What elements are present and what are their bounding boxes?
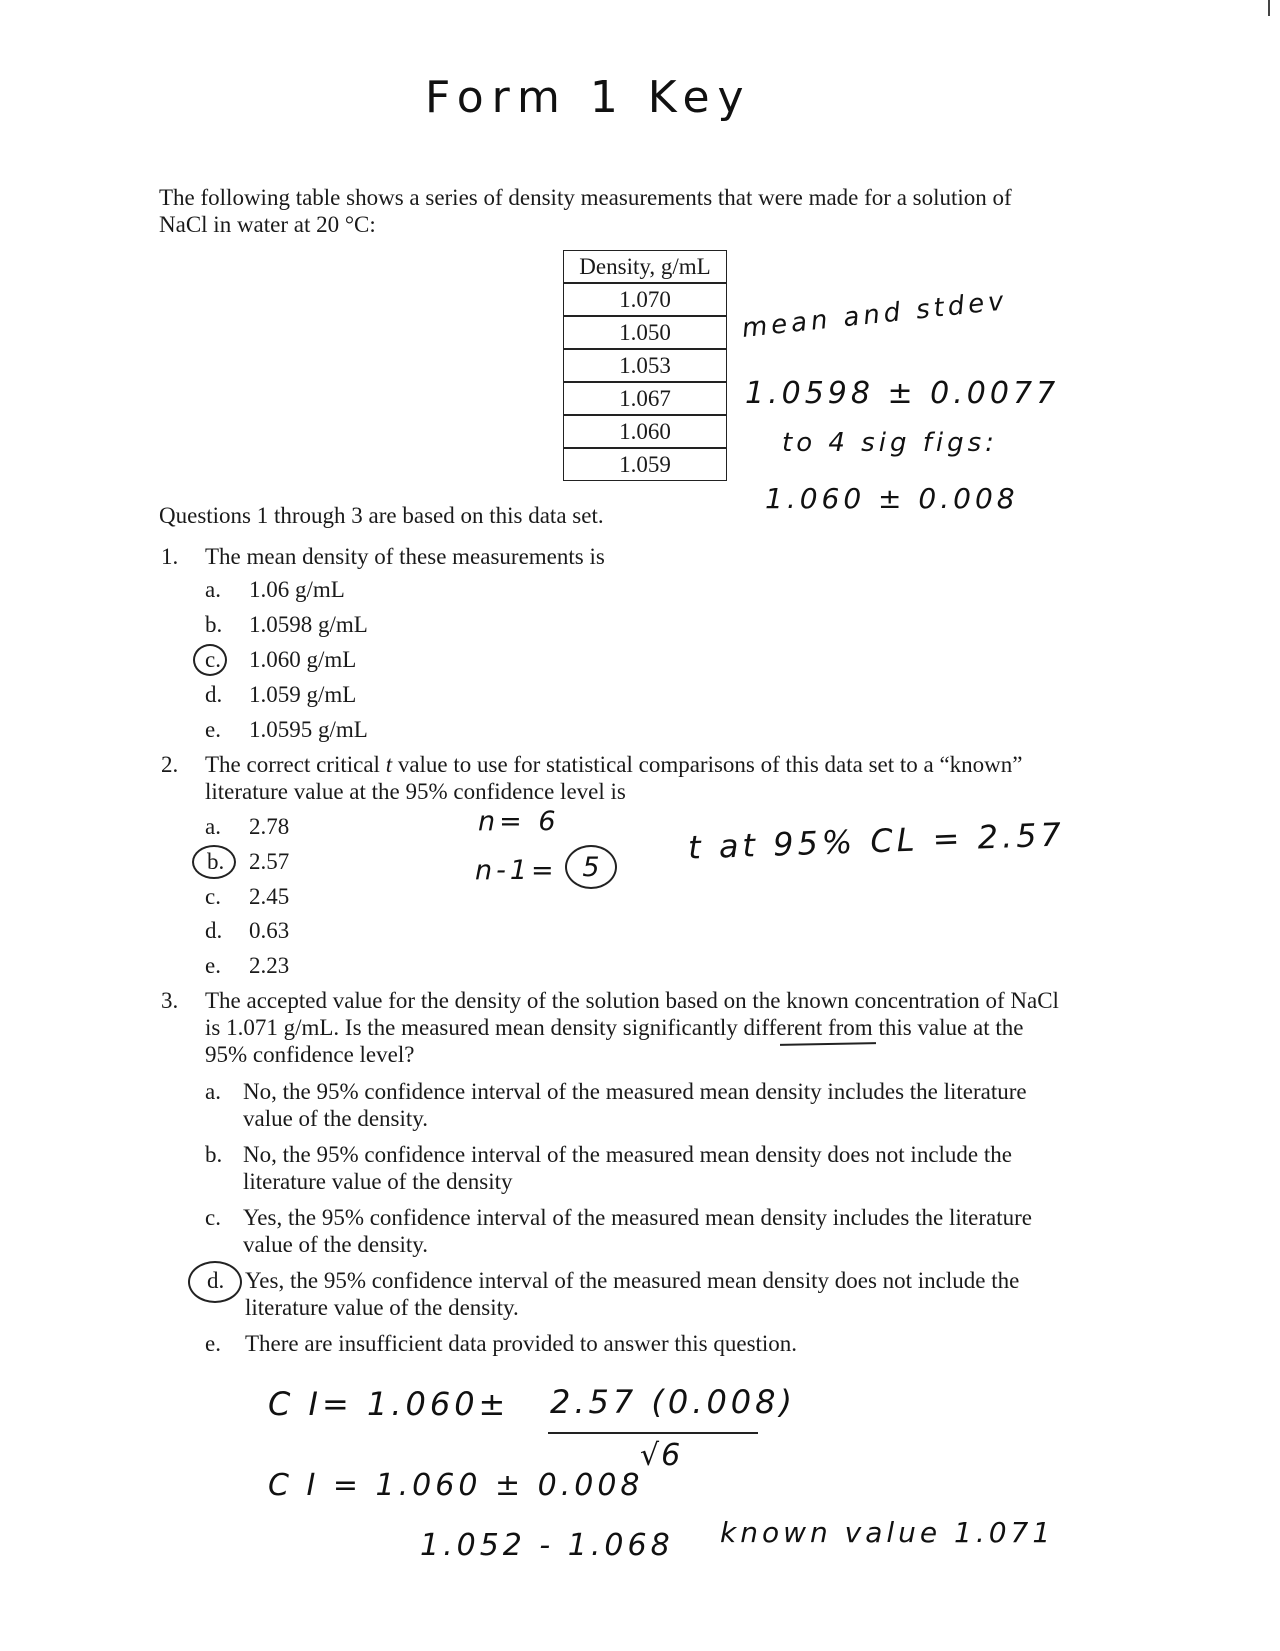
q2-answer-circle	[192, 845, 236, 879]
q3-option-line-2: literature value of the density.	[245, 1295, 519, 1320]
q2-option-text: 2.78	[249, 814, 290, 839]
table-header: Density, g/mL	[563, 250, 727, 283]
q1-option-text: 1.0598 g/mL	[249, 612, 368, 637]
note-mean-stdev: mean and stdev	[740, 286, 1009, 344]
q3-number: 3.	[161, 988, 179, 1013]
note-mean-value: 1.0598 ± 0.0077	[745, 376, 1060, 411]
table-cell: 1.070	[563, 283, 727, 316]
work-ci-prefix: C I= 1.060±	[268, 1385, 510, 1423]
q3-option-letter: c.	[205, 1205, 221, 1230]
note-n-minus-one: n-1=	[475, 855, 558, 886]
q1-number: 1.	[161, 544, 179, 569]
note-sig-figs: to 4 sig figs:	[782, 428, 998, 458]
q3-option-line-1: No, the 95% confidence interval of the measured mean density includes the literature	[243, 1079, 1027, 1104]
different-underline	[780, 1042, 876, 1046]
q1-option-text: 1.0595 g/mL	[249, 717, 368, 742]
note-t-value: t at 95% CL = 2.57	[687, 815, 1066, 867]
q3-option-line-2: value of the density.	[243, 1232, 429, 1257]
work-ci-denominator: √6	[640, 1438, 683, 1473]
q1-text: The mean density of these measurements is	[205, 544, 605, 569]
q3-text-line-1: The accepted value for the density of the solution based on the known concentration of NaCl	[205, 988, 1059, 1013]
table-cell: 1.053	[563, 349, 727, 382]
q3-text-line-3: 95% confidence level?	[205, 1042, 415, 1067]
q3-option-letter: e.	[205, 1331, 221, 1356]
fraction-bar	[548, 1432, 758, 1434]
q3-text-line-2: is 1.071 g/mL. Is the measured mean density significantly different from this value at the	[205, 1015, 1024, 1040]
scan-edge-mark	[1268, 0, 1270, 16]
intro-line-2: NaCl in water at 20 °C:	[159, 212, 376, 237]
q1-option-letter: e.	[205, 717, 221, 742]
q3-option-line-1: No, the 95% confidence interval of the measured mean density does not include the	[243, 1142, 1012, 1167]
table-cell: 1.059	[563, 448, 727, 481]
q2-option-letter: e.	[205, 953, 221, 978]
q1-option-letter: d.	[205, 682, 223, 707]
note-n: n= 6	[478, 806, 560, 837]
q3-option-line-2: literature value of the density	[243, 1169, 513, 1194]
q2-option-text: 2.57	[249, 849, 290, 874]
work-ci-numerator: 2.57 (0.008)	[550, 1383, 796, 1421]
table-cell: 1.050	[563, 316, 727, 349]
q3-option-line-2: value of the density.	[243, 1106, 429, 1131]
q2-option-text: 2.45	[249, 884, 290, 909]
questions-intro: Questions 1 through 3 are based on this data set.	[159, 503, 604, 528]
handwritten-title: Form 1 Key	[425, 72, 752, 123]
density-table	[563, 250, 727, 481]
q1-option-text: 1.059 g/mL	[249, 682, 357, 707]
q3-option-line-1: Yes, the 95% confidence interval of the measured mean density includes the literature	[243, 1205, 1032, 1230]
q2-option-letter: c.	[205, 884, 221, 909]
q3-answer-circle	[188, 1261, 242, 1303]
q2-text-line-1: The correct critical t value to use for statistical comparisons of this data set to a “known”	[205, 752, 1023, 777]
q3-option-letter: a.	[205, 1079, 221, 1104]
q3-option-line-1: There are insufficient data provided to answer this question.	[245, 1331, 798, 1356]
q3-option-line-1: Yes, the 95% confidence interval of the measured mean density does not include the	[245, 1268, 1020, 1293]
q2-number: 2.	[161, 752, 179, 777]
q2-option-letter: d.	[205, 918, 223, 943]
q2-option-text: 0.63	[249, 918, 290, 943]
note-degrees-freedom: 5	[582, 852, 600, 883]
q1-option-letter: c.	[205, 647, 221, 672]
table-cell: 1.067	[563, 382, 727, 415]
work-ci-result: C I = 1.060 ± 0.008	[268, 1468, 644, 1503]
q1-option-text: 1.06 g/mL	[249, 577, 345, 602]
note-rounded: 1.060 ± 0.008	[765, 482, 1019, 515]
q1-answer-circle	[193, 644, 227, 676]
work-ci-range: 1.052 - 1.068	[420, 1528, 674, 1563]
q2-option-letter: b.	[207, 849, 225, 874]
table-cell: 1.060	[563, 415, 727, 448]
q1-option-letter: b.	[205, 612, 223, 637]
q3-option-letter: b.	[205, 1142, 223, 1167]
q1-option-text: 1.060 g/mL	[249, 647, 357, 672]
q1-option-letter: a.	[205, 577, 221, 602]
q2-option-letter: a.	[205, 814, 221, 839]
work-known-value: known value 1.071	[720, 1516, 1055, 1549]
intro-line-1: The following table shows a series of density measurements that were made for a solution of	[159, 185, 1012, 210]
q3-option-letter: d.	[207, 1268, 225, 1293]
q2-option-text: 2.23	[249, 953, 290, 978]
df-circle	[565, 845, 617, 889]
q2-text-line-2: literature value at the 95% confidence level is	[205, 779, 626, 804]
